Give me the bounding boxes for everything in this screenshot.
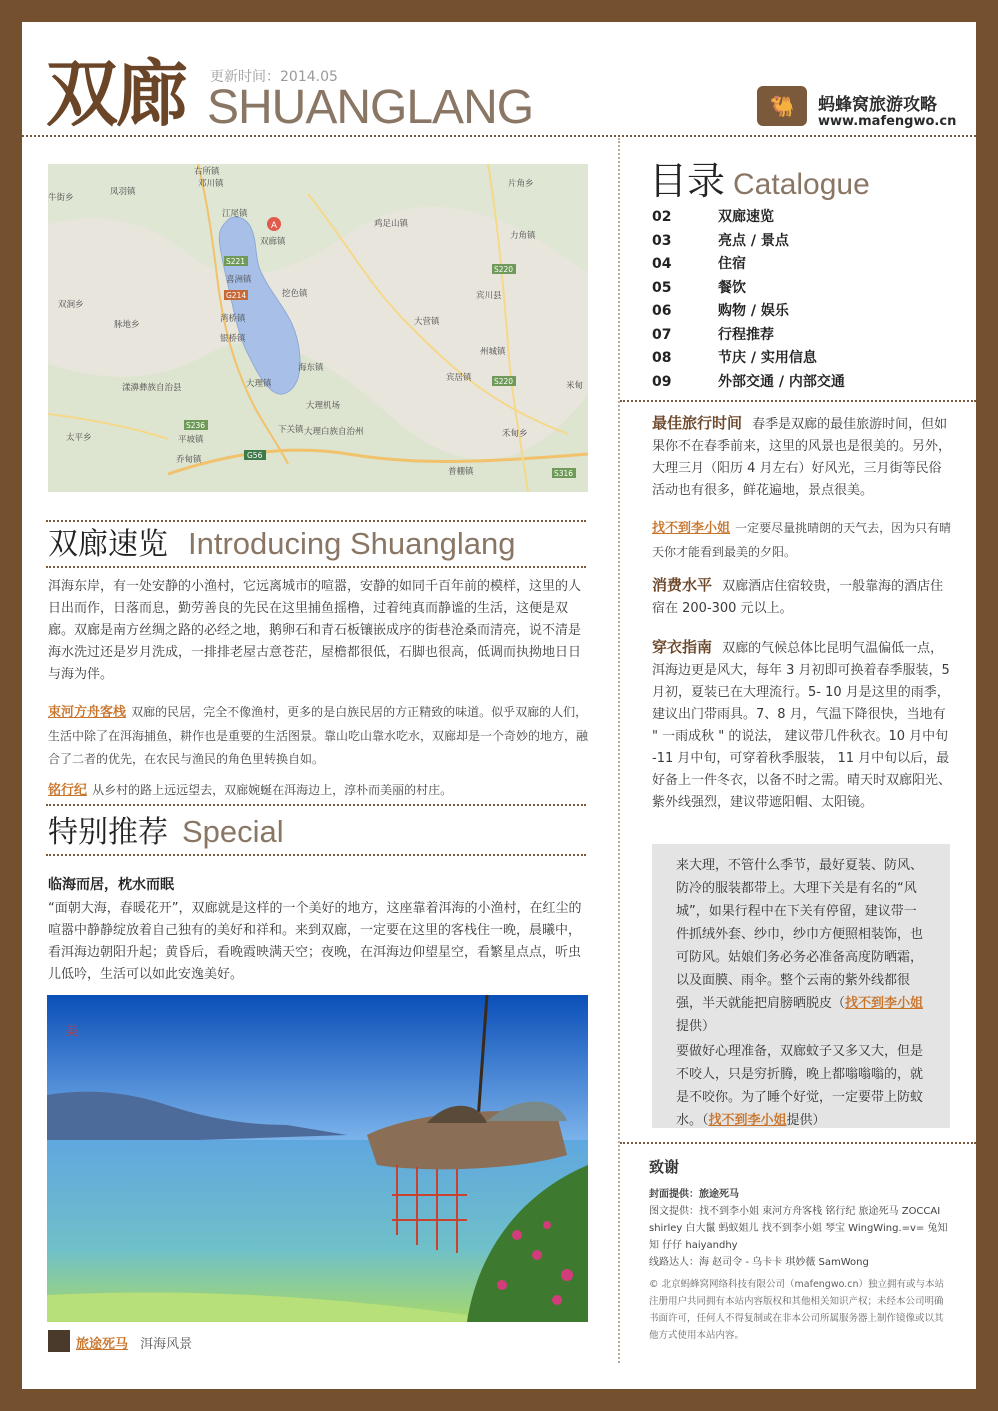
map-marker-label: A	[270, 221, 278, 231]
caption-author-link[interactable]: 旅途死马	[76, 1337, 129, 1352]
tips-paragraph: 要做好心理准备，双廊蚊子又多又大，但是不咬人，只是穷折腾，晚上都嗡嗡嗡的，就是不咬你。为了睡个好觉，一定要带上防蚊水。（找不到李小姐提供）	[676, 1044, 924, 1128]
map-label: 禾甸乡	[502, 429, 528, 439]
toc-item[interactable]: 02 双廊速览	[652, 209, 774, 225]
map-label: 右所镇	[194, 167, 220, 177]
update-date: 更新时间：2014.05	[210, 69, 338, 85]
quote-author-link[interactable]: 束河方舟客栈	[48, 705, 127, 720]
road-badge: G56	[247, 451, 263, 460]
map-label: 乔甸镇	[176, 455, 202, 465]
map-label: 喜洲镇	[226, 275, 252, 285]
map-label: 大理白族自治州	[304, 427, 364, 437]
toc-item[interactable]: 06 购物 / 娱乐	[652, 303, 789, 319]
map-label: 力角镇	[510, 231, 536, 241]
header-divider	[22, 135, 976, 137]
intro-heading	[48, 528, 515, 560]
toc-item[interactable]: 03 亮点 / 景点	[652, 233, 789, 249]
map-label: 挖色镇	[282, 289, 308, 299]
map-label: 下关镇	[278, 425, 304, 435]
thanks-heading: 致谢	[649, 1158, 680, 1176]
intro-body: 洱海东岸，有一处安静的小渔村，它远离城市的喧嚣，安静的如同千百年前的模样，这里的人日出而作，日落而息，勤劳善良的先民在这里捕鱼摇橹，过着纯真而静谧的生活，这便是双廊。双廊是南方丝绸之路的必经之地，鹅卵石和青石板镶嵌成序的街巷沧桑而清亮，说不清是海水洗过还是岁月洗成，一排排老屋古意苍茫，屋檐都很低，石脚也很高，低调而执拗地日日与海为伴。	[48, 579, 582, 682]
page-title-cn: 双廊	[46, 52, 187, 136]
special-body: “面朝大海，春暖花开”，双廊就是这样的一个美好的地方，这座靠着洱海的小渔村，在红尘的喧嚣中静静绽放着自己独有的美好和祥和。来到双廊，一定要在这里的客栈住一晚，晨曦中，看洱海边朝阳升起；黄昏后，看晚霞映满天空；夜晚，在洱海边仰望星空，看繁星点点，听虫儿低吟，生活可以如此安逸美好。	[48, 901, 582, 982]
dress-text: 双廊的气候总体比昆明气温偏低一点，洱海边更是风大，每年 3 月初即可换着春季服装，5 月初，夏装已在大理流行。5- 10 月是这里的雨季，建议出门带雨具。7、8 月，气温下降很快，当地有 " 一雨成秋 " 的说法， 建议带几件秋衣。10 月中旬 -11 月中旬，可穿着秋季服装， 11 月中旬以后，最好备上一件冬衣，以备不时之需。晴天时双廊阳光、紫外线强烈，建议带遮阳帽、太阳镜。	[652, 641, 952, 810]
best-time-block	[652, 412, 952, 502]
map-label: 大营镇	[414, 317, 440, 327]
map-label: 江尾镇	[222, 209, 248, 219]
best-time-heading: 最佳旅行时间	[652, 414, 743, 432]
photo-stamp: 美	[65, 1024, 79, 1039]
map-label: 湾桥镇	[220, 314, 246, 324]
tips-author-link[interactable]: 找不到李小姐	[845, 996, 924, 1011]
caption-text: 洱海风景	[140, 1337, 193, 1352]
special-title-en: Special	[182, 814, 284, 849]
quote-text: 双廊的民居，完全不像渔村，更多的是白族民居的方正精致的味道。似乎双廊的人们，生活中除了在洱海捕鱼，耕作也是重要的生活图景。靠山吃山靠水吃水，双廊却是一个奇妙的地方，融合了二者的优先，在农民与渔民的角色里转换自如。	[48, 705, 589, 766]
tips-author-link[interactable]: 找不到李小姐	[708, 1113, 787, 1128]
map-label: 宾川县	[476, 291, 502, 301]
intro-title-en: Introducing Shuanglang	[188, 526, 516, 561]
intro-divider	[46, 520, 586, 522]
special-subtitle: 临海而居，枕水而眠	[48, 877, 174, 893]
road-badge: S220	[494, 265, 514, 274]
tips-paragraph: 来大理，不管什么季节，最好夏装、防风、防冷的服装都带上。大理下关是有名的“风城”，如果行程中在下关有停留，建议带一件抓绒外套、纱巾，纱巾方便照相装饰，也可防风。姑娘们务必务必准备高度防晒霜，以及面膜、雨伞。整个云南的紫外线都很强，半天就能把肩膀晒脱皮（找不到李小姐提供）	[676, 858, 924, 1034]
toc-heading	[649, 159, 870, 203]
special-divider	[46, 804, 586, 806]
photo-credits: 图文提供：找不到李小姐 束河方舟客栈 铭行纪 旅途死马 ZOCCAI shirley 白大鬣 蚂蚁姐儿 找不到李小姐 琴宝 WingWing.=v= 兔知知 仔仔 haiyandhy	[649, 1206, 948, 1251]
special-divider-bottom	[46, 854, 586, 856]
cost-heading: 消费水平	[652, 576, 713, 594]
road-badge: S221	[226, 257, 246, 266]
tips-box-text	[676, 854, 928, 1132]
road-badge: G214	[226, 291, 247, 300]
road-badge: S236	[186, 421, 206, 430]
map-label: 片角乡	[508, 179, 534, 189]
map-canvas	[48, 164, 588, 492]
dress-heading: 穿衣指南	[652, 638, 713, 656]
quote-text: 从乡村的路上远远望去，双廊婉蜒在洱海边上，淳朴而美丽的村庄。	[92, 783, 453, 797]
document-page	[22, 22, 976, 1389]
column-divider	[618, 138, 620, 1363]
map-label: 宾居镇	[446, 373, 472, 383]
camel-logo-icon: 🐫	[757, 86, 807, 126]
author-avatar-icon	[48, 1330, 70, 1352]
intro-quote-1	[48, 700, 588, 770]
toc-title-en: Catalogue	[733, 168, 870, 201]
intro-divider-bottom	[46, 566, 586, 568]
road-badge: S220	[494, 377, 514, 386]
thanks-divider	[620, 1142, 976, 1144]
map-label: 米甸	[566, 381, 584, 391]
map-label: 凤羽镇	[110, 187, 136, 197]
side-tip	[652, 516, 952, 563]
tips-box	[652, 844, 950, 1128]
toc-item[interactable]: 05 餐饮	[652, 280, 746, 296]
toc-item[interactable]: 09 外部交通 / 内部交通	[652, 374, 845, 390]
map-label: 大理机场	[306, 401, 341, 411]
map-label: 双涧乡	[58, 300, 84, 310]
photo-caption	[76, 1333, 192, 1352]
map-label: 银桥镇	[220, 334, 246, 344]
quote-author-link[interactable]: 铭行纪	[48, 783, 88, 798]
page-title-en: SHUANGLANG	[207, 81, 534, 134]
map-label: 平坡镇	[178, 435, 204, 445]
dress-block	[652, 636, 952, 814]
toc-divider	[620, 400, 976, 402]
toc-item[interactable]: 07 行程推荐	[652, 327, 774, 343]
tip-author-link[interactable]: 找不到李小姐	[652, 521, 731, 536]
map-label: 州城镇	[480, 347, 506, 357]
tip-text: 一定要尽量挑晴朗的天气去，因为只有晴天你才能看到最美的夕阳。	[652, 521, 952, 559]
best-time-text: 春季是双廊的最佳旅游时间，但如果你不在春季前来，这里的风景也是很美的。另外，大理三月（阳历 4 月左右）好风光，三月街等民俗活动也有很多，鲜花遍地，景点很美。	[652, 417, 952, 498]
copyright-notice: © 北京蚂蜂窝网络科技有限公司（mafengwo.cn）独立拥有或与本站注册用户共同拥有本站内容版权和其他相关知识产权；未经本公司明确书面许可，任何人不得复制或在非本公司所属服务器上制作镜像或以其他方式使用本站内容。	[649, 1279, 945, 1341]
special-heading	[48, 816, 284, 848]
toc-title-cn: 目录	[649, 159, 726, 203]
map-label: 双廊镇	[260, 237, 286, 247]
map-label: 海东镇	[298, 363, 324, 373]
route-credits: 线路达人：海 赵司令 - 乌卡卡 琪妙薇 SamWong	[649, 1257, 869, 1268]
map-label: 太平乡	[66, 433, 92, 443]
erhai-photo[interactable]	[47, 995, 588, 1322]
cost-block	[652, 574, 952, 620]
toc-item[interactable]: 04 住宿	[652, 256, 746, 272]
brand-url: www.mafengwo.cn	[818, 114, 957, 129]
toc-item[interactable]: 08 节庆 / 实用信息	[652, 350, 817, 366]
cost-text: 双廊酒店住宿较贵，一般靠海的酒店住宿在 200-300 元以上。	[652, 579, 944, 616]
brand-name: 蚂蜂窝旅游攻略	[818, 95, 937, 115]
intro-quote-2	[48, 778, 588, 802]
special-title-cn: 特别推荐	[48, 815, 168, 850]
map-label: 普棚镇	[448, 467, 474, 477]
intro-title-cn: 双廊速览	[48, 527, 168, 562]
map-label: 邓川镇	[198, 179, 224, 189]
cover-credit: 封面提供：旅途死马	[649, 1189, 739, 1200]
area-map[interactable]	[48, 164, 588, 492]
photo-canvas	[47, 995, 588, 1322]
map-label: 牛街乡	[48, 193, 74, 203]
map-label: 鸡足山镇	[374, 219, 409, 229]
map-label: 脉地乡	[114, 320, 140, 330]
map-label: 大理镇	[246, 379, 272, 389]
map-label: 漾濞彝族自治县	[122, 383, 182, 393]
road-badge: S316	[554, 469, 574, 478]
